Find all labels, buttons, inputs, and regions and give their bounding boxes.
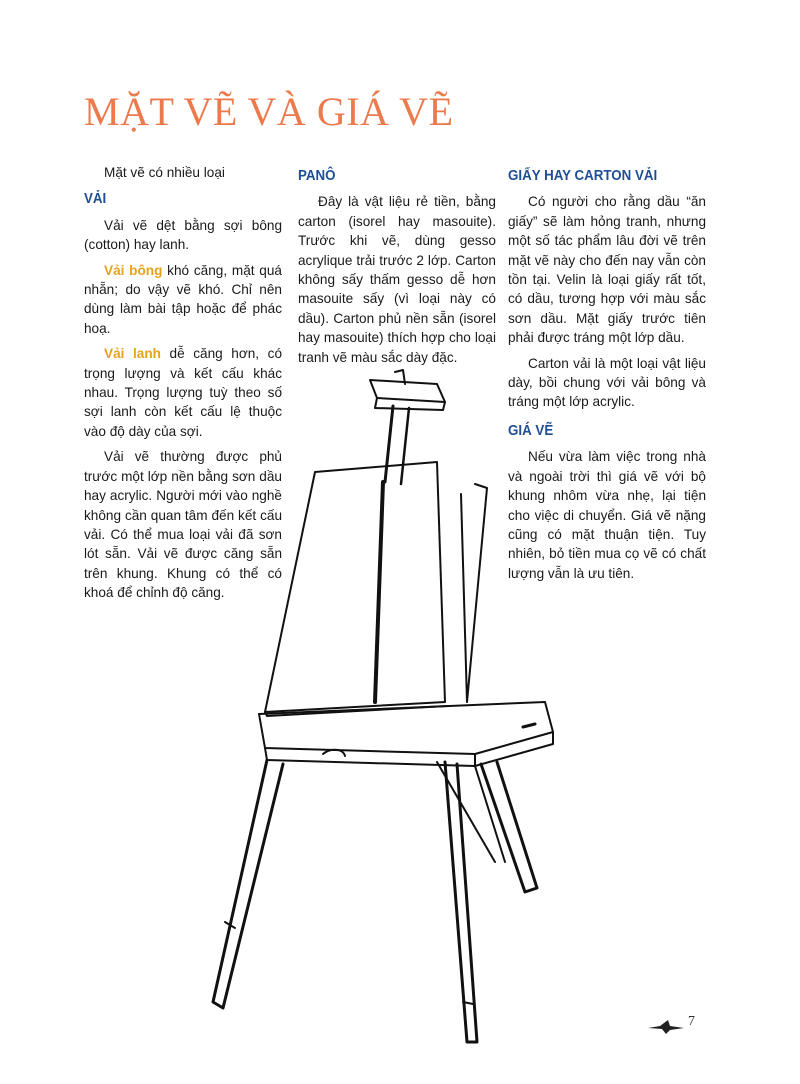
easel-top-clamp (370, 380, 445, 402)
easel-canvas-board (265, 462, 445, 712)
heading-canvas: VẢI (84, 191, 107, 208)
paragraph-easel: Nếu vừa làm việc trong nhà và ngoài trời thì giá vẽ với bộ khung nhôm vừa nhẹ, lại tiện cho việc di chuyển. Giá vẽ nặng cũng có mặt thuận tiện. Tuy nhiên, bỏ tiền mua cọ vẽ có chất lượng vẫn là ưu tiên. (508, 449, 706, 581)
paragraph-cotton-text: khó căng, mặt quá nhẵn; do vậy vẽ khó. Chỉ nên dùng làm bài tập hoặc để phác hoạ. (84, 262, 282, 336)
column-board (298, 163, 496, 373)
heading-paper: GIẤY HAY CARTON VẢI (508, 168, 658, 184)
easel-right-leg (481, 762, 537, 892)
paragraph-canvas-intro: Vải vẽ dệt bằng sợi bông (cotton) hay lanh. (84, 217, 282, 253)
heading-easel: GIÁ VẼ (508, 422, 554, 439)
easel-sketch-illustration (205, 362, 585, 1062)
easel-mast (385, 406, 393, 482)
paragraph-linen-text: dễ căng hơn, có trọng lượng và kết cấu khác nhau. Trọng lượng tuỳ theo số sợi lanh còn kết cấu lệ thuộc vào độ dày của sợi. (84, 346, 283, 439)
easel-right-stay (467, 484, 487, 702)
page-title: MẶT VẼ VÀ GIÁ VẼ (84, 89, 454, 134)
heading-board: PANÔ (298, 168, 336, 184)
paragraph-paper: Có người cho rằng dầu “ăn giấy” sẽ làm hỏng tranh, nhưng một số tác phẩm lâu đời vẽ trên mặt vẽ này cho đến nay vẫn còn tồn tại. Velin là loại giấy rất tốt, có dầu, tương hợp với màu sắc sơn dầu. Mặt giấy trước tiên phải được tráng một lớp dầu. (508, 194, 706, 346)
easel-left-leg (213, 760, 283, 1008)
keyword-linen: Vải lanh (104, 346, 161, 362)
paragraph-canvas-board: Carton vải là một loại vật liệu dày, bồi chung với vải bông và tráng một lớp acrylic. (508, 355, 706, 410)
page-number: 7 (688, 1014, 695, 1029)
bird-icon (646, 1016, 686, 1036)
paragraph-canvas-prep: Vải vẽ thường được phủ trước một lớp nền bằng sơn dầu hay acrylic. Người mới vào nghề không cần quan tâm đến kết cấu vải. Có thể mua loại vải đã sơn lót sẵn. Vải vẽ được căng sẵn trên khung. Khung có thể có khoá để chỉnh độ căng. (84, 449, 282, 601)
paragraph-board: Đây là vật liệu rẻ tiền, bằng carton (isorel hay masouite). Trước khi vẽ, dùng gesso acrylique trải trước 2 lớp. Carton không sấy thấm gesso dễ hơn masouite sấy (vì loại này có dầu). Carton phủ nền sẵn (isorel hay masouite) thích hợp cho loại tranh vẽ màu sắc dày đặc. (298, 194, 496, 365)
paragraph-cotton (84, 261, 282, 339)
intro-text: Mặt vẽ có nhiều loại (104, 165, 225, 180)
keyword-cotton: Vải bông (104, 262, 163, 278)
